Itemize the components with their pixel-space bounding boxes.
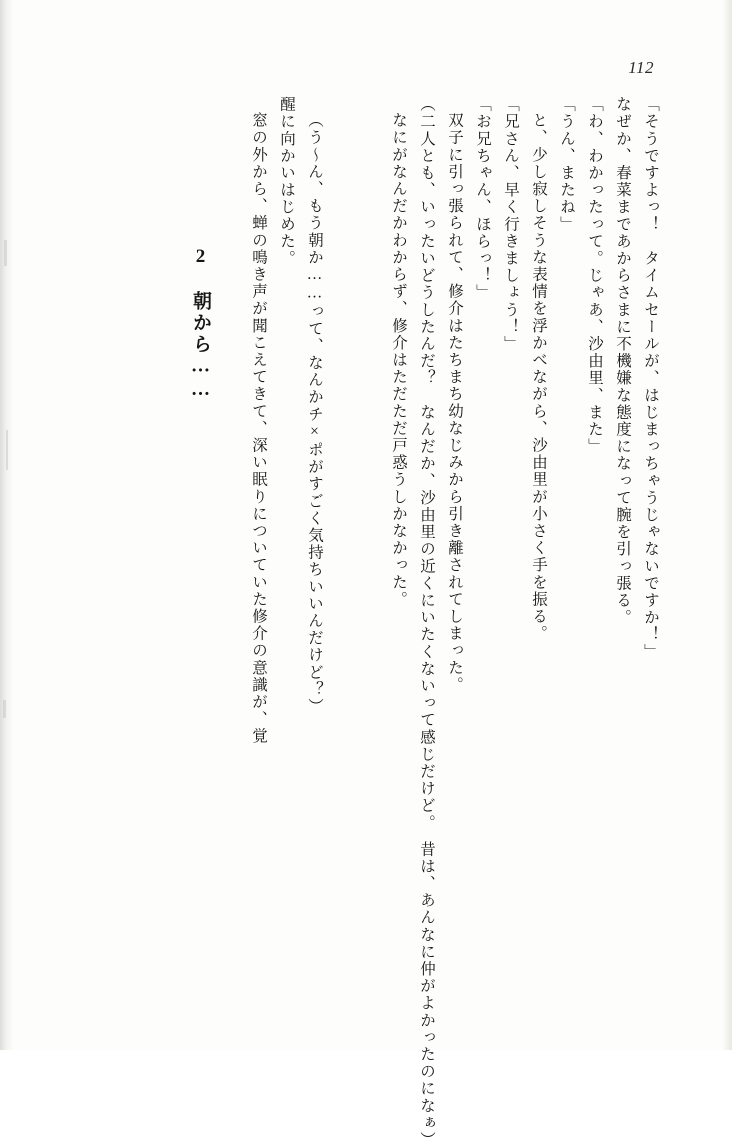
text-column: と、少し寂しそうな表情を浮かべながら、沙由里が小さく手を振る。: [530, 112, 547, 643]
text-column: 「お兄ちゃん、ほらっ！」: [474, 96, 491, 302]
text-column: 「兄さん、早く行きましょう！」: [502, 96, 519, 353]
column-gap: [322, 96, 350, 926]
scan-speck: [3, 700, 6, 718]
text-column: （二人とも、いったいどうしたんだ？ なんだか、沙由里の近くにいたくないって感じだけど。 昔は、あんなに仲がよかったのになぁ）: [418, 96, 435, 1148]
text-column: 「うん、またね」: [558, 96, 575, 233]
text-column: なにがなんだかわからず、修介はただただ戸惑うしかなかった。: [390, 112, 407, 608]
column-gap: [210, 96, 238, 926]
text-column: 窓の外から、蝉の鳴き声が聞こえてきて、深い眠りについていた修介の意識が、覚: [250, 112, 267, 745]
text-column: 双子に引っ張られて、修介はたちまち幼なじみから引き離されてしまった。: [446, 112, 463, 694]
text-column: 「そうですよっ！ タイムセールが、はじまっちゃうじゃないですか！」: [642, 96, 659, 661]
text-column: 「わ、わかったって。じゃあ、沙由里、また」: [586, 96, 603, 456]
scan-speck: [4, 240, 7, 266]
text-column: なぜか、春菜まであからさまに不機嫌な態度になって腕を引っ張る。: [614, 96, 631, 627]
page-number: 112: [628, 58, 654, 77]
scan-edge-left: [0, 0, 14, 1050]
column-gap: [350, 96, 378, 926]
scan-edge-right: [722, 0, 732, 1050]
vertical-text-body: [88, 96, 659, 1148]
text-column: 醒に向かいはじめた。: [278, 96, 295, 267]
scan-speck: [6, 430, 8, 470]
section-heading: 2 朝から……: [190, 246, 211, 403]
text-column: （う～ん、もう朝か……って、なんかチ×ポがすごく気持ちいいんだけど？）: [306, 112, 323, 715]
